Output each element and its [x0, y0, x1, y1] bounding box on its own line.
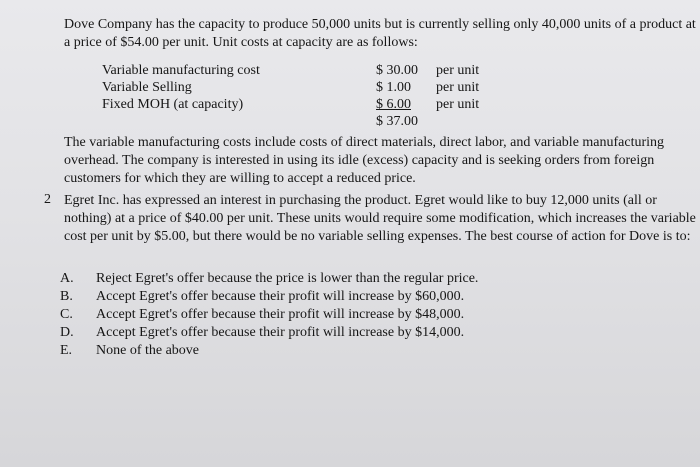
question-number: 2: [44, 192, 51, 207]
option-text: Accept Egret's offer because their profit will increase by $14,000.: [96, 325, 465, 340]
option-letter: A.: [60, 271, 74, 286]
cost-label: Variable manufacturing cost: [102, 63, 260, 78]
paragraph-line: The variable manufacturing costs include costs of direct materials, direct labor, and variable manufacturing: [64, 135, 665, 150]
option-letter: C.: [60, 307, 73, 322]
option-text: Accept Egret's offer because their profit will increase by $60,000.: [96, 289, 465, 304]
option-text: Accept Egret's offer because their profit will increase by $48,000.: [96, 307, 465, 322]
cost-total-amount: $ 37.00: [376, 114, 418, 129]
context-paragraph: [64, 134, 664, 188]
paragraph-line: overhead. The company is interested in using its idle (excess) capacity and is seeking orders from foreign: [64, 153, 655, 168]
cost-amount: $ 1.00: [376, 80, 411, 95]
paragraph-line: Egret Inc. has expressed an interest in purchasing the product. Egret would like to buy 12,000 units (all or: [64, 193, 657, 208]
question-paragraph: [64, 192, 696, 246]
paragraph-line: nothing) at a price of $40.00 per unit. These units would require some modification, which increases the variable: [64, 211, 696, 226]
intro-line-2: a price of $54.00 per unit. Unit costs at capacity are as follows:: [64, 35, 418, 50]
option-letter: D.: [60, 325, 74, 340]
cost-amount: $ 30.00: [376, 63, 418, 78]
cost-unit: per unit: [436, 63, 480, 78]
paragraph-line: cost per unit by $5.00, but there would be no variable selling expenses. The best course of action for Dove is to:: [64, 229, 691, 244]
cost-label: Fixed MOH (at capacity): [102, 97, 244, 112]
cost-amount: $ 6.00: [376, 97, 411, 112]
option-letter: B.: [60, 289, 73, 304]
cost-unit: per unit: [436, 80, 480, 95]
option-letter: E.: [60, 343, 73, 358]
option-text: Reject Egret's offer because the price is lower than the regular price.: [96, 271, 479, 286]
intro-line-1: Dove Company has the capacity to produce 50,000 units but is currently selling only 40,000 units of a product at: [64, 17, 696, 32]
option-text: None of the above: [96, 343, 200, 358]
cost-unit: per unit: [436, 97, 480, 112]
paragraph-line: customers for which they are willing to accept a reduced price.: [64, 171, 416, 186]
cost-label: Variable Selling: [102, 80, 192, 95]
